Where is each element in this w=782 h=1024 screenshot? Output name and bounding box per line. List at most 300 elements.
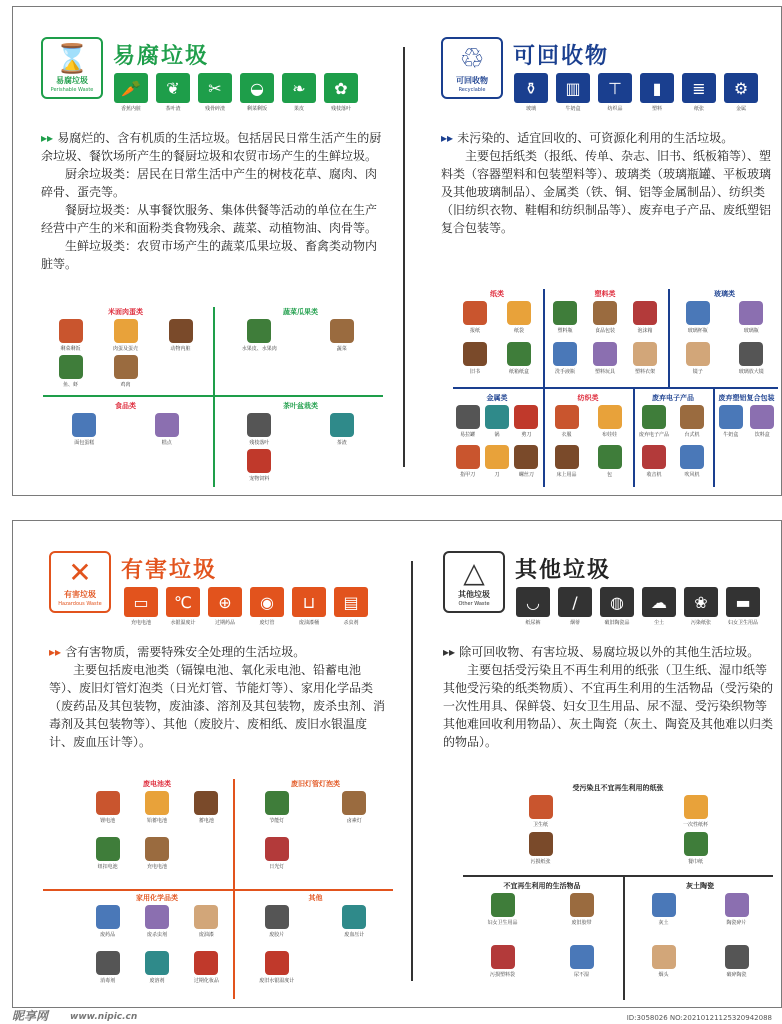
item-picture [680, 445, 704, 469]
item-picture [633, 342, 657, 366]
item-picture [553, 342, 577, 366]
item-picture [265, 951, 289, 975]
description-text: 主要包括纸类（报纸、传单、杂志、旧书、纸板箱等）、塑料类（容器塑料和包装塑料等）、玻璃类（玻璃瓶罐、平板玻璃及其他玻璃制品）、金属类（铁、铜、铝等金属制品）、纺织类（旧纺织衣物、鞋帽和纺织制品等）、废弃电子产品、废纸塑铝复合包装等。 [441, 149, 772, 235]
waste-item [646, 945, 682, 978]
waste-item [139, 951, 175, 984]
item-caption: 日光灯 [269, 863, 285, 870]
item-caption: 面包蛋糕 [74, 440, 95, 446]
category-icon-item [515, 587, 551, 626]
page-title: 可回收物 [513, 44, 610, 69]
top-card [12, 6, 782, 496]
logo-english: Other Waste [458, 600, 490, 607]
category-icon-item [123, 587, 159, 626]
milk-carton-icon: ▥ [556, 73, 590, 103]
item-picture [155, 413, 179, 437]
quadrant-title: 纺织类 [577, 394, 599, 402]
item-picture [247, 413, 271, 437]
description-text: 餐厨垃圾类：从事餐饮服务、集体供餐等活动的单位在生产经营中产生的米和面粉类食物残余、蔬菜、动植物油、肉骨等。 [41, 203, 378, 235]
item-picture [598, 445, 622, 469]
item-caption: 旧书 [469, 368, 480, 375]
recycle-icon: ♲ [459, 41, 485, 75]
item-picture [96, 905, 120, 929]
waste-item [592, 405, 628, 438]
watermark-site: www.nipic.cn [70, 1012, 138, 1022]
item-caption: 废溶剂 [149, 977, 165, 984]
quadrant-title: 塑料类 [594, 290, 616, 298]
pesticide-icon: ▤ [334, 587, 368, 617]
bowl-icon: ◒ [240, 73, 274, 103]
recyclable-panel [413, 7, 782, 495]
description-text: 主要包括废电池类（镉镍电池、氧化汞电池、铅蓄电池等）、废旧灯管灯泡类（日光灯管、节能灯等）、家用化学品类（废药品及其包装物，废油漆、溶剂及其包装物，废杀虫剂、消毒剂及其包装物等）、其他（废胶片、废相纸、废旧水银温度计、废血压计等）。 [49, 663, 386, 749]
waste-item [139, 837, 175, 870]
item-picture [555, 445, 579, 469]
waste-item [719, 893, 755, 926]
logo-label: 可回收物 [456, 75, 488, 85]
bullet-arrow-icon: ▸▸ [49, 645, 66, 659]
item-caption: 烟头 [658, 972, 669, 978]
category-icon-item [639, 73, 675, 112]
item-caption: 污损塑料袋 [489, 972, 515, 978]
item-picture [593, 342, 617, 366]
description-paragraph [443, 643, 778, 661]
item-picture [114, 319, 138, 343]
item-picture [114, 355, 138, 379]
clothes-icon: ⊤ [598, 73, 632, 103]
leaf-icon: ❦ [156, 73, 190, 103]
category-icon-item [113, 73, 149, 112]
description-paragraph [443, 661, 778, 751]
item-caption: 鸡肉 [120, 381, 131, 388]
category-icon-item [683, 587, 719, 626]
description-text: 含有害物质，需要特殊安全处理的生活垃圾。 [65, 645, 306, 659]
waste-item [457, 342, 493, 375]
category-icon-item [557, 587, 593, 626]
item-picture [570, 893, 594, 917]
item-caption: 一次性纸杯 [682, 822, 708, 828]
item-caption: 纽扣电池 [97, 863, 118, 870]
item-caption: 蔬菜 [336, 346, 347, 352]
perishable-icons [113, 73, 359, 112]
perishable-logo [41, 37, 103, 99]
item-caption: 塑料衣架 [634, 368, 655, 375]
quadrant-title: 金属类 [486, 394, 508, 402]
item-caption: 残枝落叶 [249, 440, 270, 446]
item-caption: 玻璃杯瓶 [687, 328, 708, 334]
item-caption: 锂电池 [100, 818, 116, 824]
description-paragraph [441, 129, 776, 147]
item-picture [96, 837, 120, 861]
category-icon-item [281, 73, 317, 112]
item-caption: 泡沫箱 [637, 328, 653, 334]
item-caption: 玻璃瓶 [743, 328, 759, 334]
quadrant-title: 废电池类 [143, 780, 171, 788]
item-picture [684, 832, 708, 856]
medicine-icon: ⊕ [208, 587, 242, 617]
item-picture [145, 791, 169, 815]
item-picture [686, 301, 710, 325]
category-icon-item [725, 587, 761, 626]
bullet-arrow-icon: ▸▸ [441, 131, 458, 145]
item-caption: 玻璃放大镜 [738, 368, 764, 375]
other-grid [463, 783, 773, 1003]
other-description [443, 643, 778, 751]
perishable-grid [43, 307, 383, 487]
waste-item [53, 355, 89, 388]
icon-label: 纸尿裤 [525, 620, 541, 626]
grid-divider [668, 289, 670, 387]
category-icon-item [323, 73, 359, 112]
waste-item [547, 301, 583, 334]
item-caption: 剪刀 [521, 432, 532, 438]
item-caption: 收音机 [646, 472, 662, 478]
divider [403, 47, 405, 467]
cigarette-icon: / [558, 587, 592, 617]
watermark-logo: 昵享网 [12, 1009, 49, 1023]
waste-item [259, 951, 295, 984]
item-caption: 布娃娃 [601, 432, 617, 438]
category-icon-item [333, 587, 369, 626]
item-caption: 尿不湿 [573, 972, 589, 978]
item-picture [330, 319, 354, 343]
waste-item [163, 319, 199, 352]
item-picture [194, 905, 218, 929]
item-picture [330, 413, 354, 437]
waste-item [485, 945, 521, 978]
icon-label: 污染纸张 [690, 620, 711, 626]
item-caption: 污损纸张 [530, 859, 551, 865]
waste-item [324, 413, 360, 446]
waste-item [627, 342, 663, 375]
waste-item [733, 342, 769, 375]
category-icon-item [291, 587, 327, 626]
waste-item [549, 405, 585, 438]
item-caption: 宠物饲料 [249, 475, 270, 482]
waste-item [636, 405, 672, 438]
item-caption: 指甲刀 [460, 472, 476, 478]
hazardous-logo [49, 551, 111, 613]
logo-english: Perishable Waste [50, 86, 94, 93]
waste-item [66, 413, 102, 446]
description-text: 易腐烂的、含有机质的生活垃圾。包括居民日常生活产生的厨余垃圾、餐饮场所产生的餐厨垃圾和农贸市场产生的生鲜垃圾。 [41, 131, 382, 163]
item-caption: 剩菜剩饭 [60, 346, 81, 352]
paint-icon: ⊔ [292, 587, 326, 617]
page-title: 有害垃圾 [121, 558, 218, 583]
item-picture [485, 405, 509, 429]
waste-item [549, 445, 585, 478]
item-caption: 糕点 [161, 440, 172, 446]
quadrant-title: 米面肉蛋类 [108, 308, 143, 316]
icon-label: 废油漆桶 [298, 620, 319, 626]
icon-label: 充电电池 [130, 620, 151, 626]
item-caption: 洗手液瓶 [554, 368, 575, 375]
waste-item [108, 319, 144, 352]
quadrant-title: 食品类 [115, 402, 136, 410]
hazardous-icons [123, 587, 369, 626]
quadrant-title: 灰土陶瓷 [686, 882, 714, 890]
item-picture [719, 405, 743, 429]
category-icon-item [239, 73, 275, 112]
item-caption: 吹风机 [684, 472, 700, 478]
waste-item [501, 342, 537, 375]
item-caption: 消毒剂 [100, 977, 116, 984]
category-icon-item [249, 587, 285, 626]
item-picture [96, 791, 120, 815]
bottom-card [12, 520, 782, 1008]
category-icon-item [597, 73, 633, 112]
logo-english: Hazardous Waste [58, 600, 102, 607]
item-picture [514, 445, 538, 469]
other-panel [423, 521, 782, 1007]
other-waste-icon: △ [463, 555, 485, 589]
item-caption: 节能灯 [269, 818, 285, 824]
description-text: 生鲜垃圾类：农贸市场产生的蔬菜瓜果垃圾、畜禽类动物内脏等。 [41, 239, 378, 271]
waste-item [139, 905, 175, 938]
item-picture [680, 405, 704, 429]
recyclable-description [441, 129, 776, 237]
category-icon-item [207, 587, 243, 626]
item-caption: 蓄电池 [198, 818, 214, 824]
item-picture [463, 342, 487, 366]
quadrant-title: 不宜再生利用的生活物品 [503, 882, 581, 890]
description-paragraph [441, 147, 776, 237]
item-picture [514, 405, 538, 429]
item-picture [491, 893, 515, 917]
item-caption: 易拉罐 [460, 432, 476, 438]
item-picture [686, 342, 710, 366]
item-picture [507, 301, 531, 325]
waste-item [674, 405, 710, 438]
waste-item [241, 413, 277, 446]
icon-label: 妇女卫生用品 [727, 620, 758, 626]
waste-item [501, 301, 537, 334]
icon-label: 废灯管 [259, 620, 275, 626]
logo-label: 有害垃圾 [64, 589, 96, 599]
grid-divider [233, 779, 235, 999]
item-picture [598, 405, 622, 429]
description-text: 主要包括受污染且不再生利用的纸张（卫生纸、湿巾纸等其他受污染的纸类物质）、不宜再生利用的生活物品（受污染的一次性用具、保鲜袋、妇女卫生用品、尿不湿、受污染织物等其他难回收利用物品）、灰土陶瓷（灰土、陶瓷及其他难以归类的物品）。 [443, 663, 774, 749]
item-caption: 肉蛋及蛋壳 [112, 346, 138, 352]
item-caption: 废血压计 [344, 932, 365, 938]
item-caption: 过期化妆品 [193, 977, 219, 984]
waste-item [259, 837, 295, 870]
quadrant-title: 废弃塑铝复合包装 [718, 394, 775, 402]
item-caption: 纸箱纸盒 [508, 368, 529, 375]
waste-item [90, 837, 126, 870]
quadrant-title: 纸类 [490, 290, 504, 298]
grid-divider [43, 889, 393, 891]
quadrant-title: 废弃电子产品 [652, 394, 694, 402]
item-caption: 食品包装 [594, 328, 615, 334]
item-picture [194, 791, 218, 815]
item-caption: 陶瓷碎片 [726, 920, 747, 926]
waste-item [457, 301, 493, 334]
icon-label: 塑料 [651, 106, 662, 112]
category-icon-item [155, 73, 191, 112]
item-picture [96, 951, 120, 975]
divider [411, 561, 413, 981]
waste-item [90, 951, 126, 984]
item-picture [59, 355, 83, 379]
waste-item [53, 319, 89, 352]
waste-item [564, 945, 600, 978]
item-caption: 鱼、虾 [62, 381, 78, 388]
item-picture [169, 319, 193, 343]
item-caption: 锅 [494, 432, 500, 438]
dust-icon: ☁ [642, 587, 676, 617]
item-picture [456, 405, 480, 429]
waste-item [680, 301, 716, 334]
waste-item [508, 445, 544, 478]
item-picture [145, 951, 169, 975]
quadrant-title: 玻璃类 [714, 290, 735, 298]
item-caption: 废油漆 [198, 932, 214, 938]
waste-item [508, 405, 544, 438]
item-picture [456, 445, 480, 469]
item-caption: 废杀虫剂 [146, 932, 167, 938]
item-picture [265, 905, 289, 929]
battery-icon: ▭ [124, 587, 158, 617]
item-caption: 破碎陶瓷 [726, 972, 747, 978]
item-caption: 动物内脏 [170, 346, 191, 352]
item-caption: 废弃电子产品 [638, 432, 669, 438]
waste-item [259, 791, 295, 824]
item-caption: 刀 [494, 472, 500, 478]
item-caption: 充电电池 [146, 863, 167, 870]
waste-item [90, 791, 126, 824]
category-icon-item [513, 73, 549, 112]
page-title: 易腐垃圾 [113, 44, 210, 69]
item-picture [642, 405, 666, 429]
hazard-icon: ✕ [68, 555, 92, 589]
item-caption: 牛奶盒 [723, 432, 739, 438]
recyclable-logo [441, 37, 503, 99]
logo-label: 其他垃圾 [458, 589, 490, 599]
hazardous-description [49, 643, 387, 751]
item-picture [739, 301, 763, 325]
item-caption: 餐巾纸 [687, 859, 703, 865]
recyclable-icons [513, 73, 759, 112]
icon-label: 茶叶渣 [165, 106, 181, 112]
grid-divider [623, 875, 625, 1000]
waste-item [680, 342, 716, 375]
item-picture [652, 945, 676, 969]
item-caption: 台式机 [684, 432, 700, 438]
item-picture [725, 893, 749, 917]
grid-divider [213, 307, 215, 487]
item-picture [463, 301, 487, 325]
waste-item [336, 791, 372, 824]
item-caption: 床上用品 [556, 472, 577, 478]
waste-item [149, 413, 185, 446]
logo-label: 易腐垃圾 [56, 75, 88, 85]
icon-label: 牛奶盒 [565, 106, 581, 112]
waste-item [485, 893, 521, 926]
vegetable-icon: 🥕 [114, 73, 148, 103]
icon-label: 烟蒂 [569, 620, 580, 626]
quadrant-title: 家用化学品类 [136, 894, 178, 902]
item-caption: 灰土 [658, 920, 669, 926]
item-picture [555, 405, 579, 429]
item-picture [529, 832, 553, 856]
item-caption: 卫生纸 [532, 822, 548, 828]
item-caption: 铅蓄电池 [146, 818, 167, 824]
watermark-bar [0, 1008, 782, 1024]
item-caption: 包 [606, 472, 612, 478]
item-picture [642, 445, 666, 469]
waste-item [336, 905, 372, 938]
category-icon-item [555, 73, 591, 112]
item-picture [59, 319, 83, 343]
item-caption: 废旧水银温度计 [259, 977, 295, 984]
description-paragraph [41, 237, 386, 273]
item-picture [739, 342, 763, 366]
waste-item [90, 905, 126, 938]
item-picture [684, 795, 708, 819]
perishable-description [41, 129, 386, 273]
item-picture [633, 301, 657, 325]
icon-label: 纺织品 [607, 106, 623, 112]
fruit-peel-icon: ❧ [282, 73, 316, 103]
waste-item [188, 905, 224, 938]
item-picture [485, 445, 509, 469]
item-picture [194, 951, 218, 975]
quadrant-title: 受污染且不宜再生利用的纸张 [572, 784, 664, 792]
bottle-icon: ⚱ [514, 73, 548, 103]
quadrant-title: 蔬菜瓜果类 [283, 308, 318, 316]
perishable-panel [13, 7, 403, 495]
recyclable-grid [453, 289, 778, 489]
plastic-bottle-icon: ▮ [640, 73, 674, 103]
category-icon-item [165, 587, 201, 626]
description-paragraph [41, 201, 386, 237]
waste-item [733, 301, 769, 334]
item-caption: 茶渣 [336, 440, 347, 446]
item-picture [72, 413, 96, 437]
waste-item [636, 445, 672, 478]
tissue-icon: ❀ [684, 587, 718, 617]
waste-item [523, 795, 559, 828]
waste-item [592, 445, 628, 478]
item-picture [491, 945, 515, 969]
waste-item [324, 319, 360, 352]
item-caption: 水果皮、水果肉 [241, 346, 277, 352]
description-paragraph [49, 661, 387, 751]
icon-label: 残骨碎渣 [204, 106, 225, 112]
icon-label: 残枝落叶 [330, 106, 351, 112]
hazardous-grid [83, 779, 393, 999]
item-picture [247, 449, 271, 473]
description-paragraph [49, 643, 387, 661]
category-icon-item [599, 587, 635, 626]
diaper-icon: ◡ [516, 587, 550, 617]
grid-divider [543, 289, 545, 387]
item-picture [593, 301, 617, 325]
description-text: 厨余垃圾类：居民在日常生活中产生的树枝花草、腐肉、肉碎骨、蛋壳等。 [41, 167, 378, 199]
icon-label: 剩菜剩饭 [246, 106, 267, 112]
item-caption: 废药品 [100, 932, 116, 938]
hazardous-panel [13, 521, 403, 1007]
ceramic-icon: ◍ [600, 587, 634, 617]
quadrant-title: 其他 [308, 894, 323, 902]
item-picture [342, 791, 366, 815]
category-icon-item [641, 587, 677, 626]
description-text: 未污染的、适宜回收的、可资源化利用的生活垃圾。 [457, 131, 734, 145]
item-caption: 废胶片 [269, 932, 285, 938]
icon-label: 金属 [735, 106, 746, 112]
thermometer-icon: ℃ [166, 587, 200, 617]
waste-item [627, 301, 663, 334]
waste-item [241, 319, 277, 352]
